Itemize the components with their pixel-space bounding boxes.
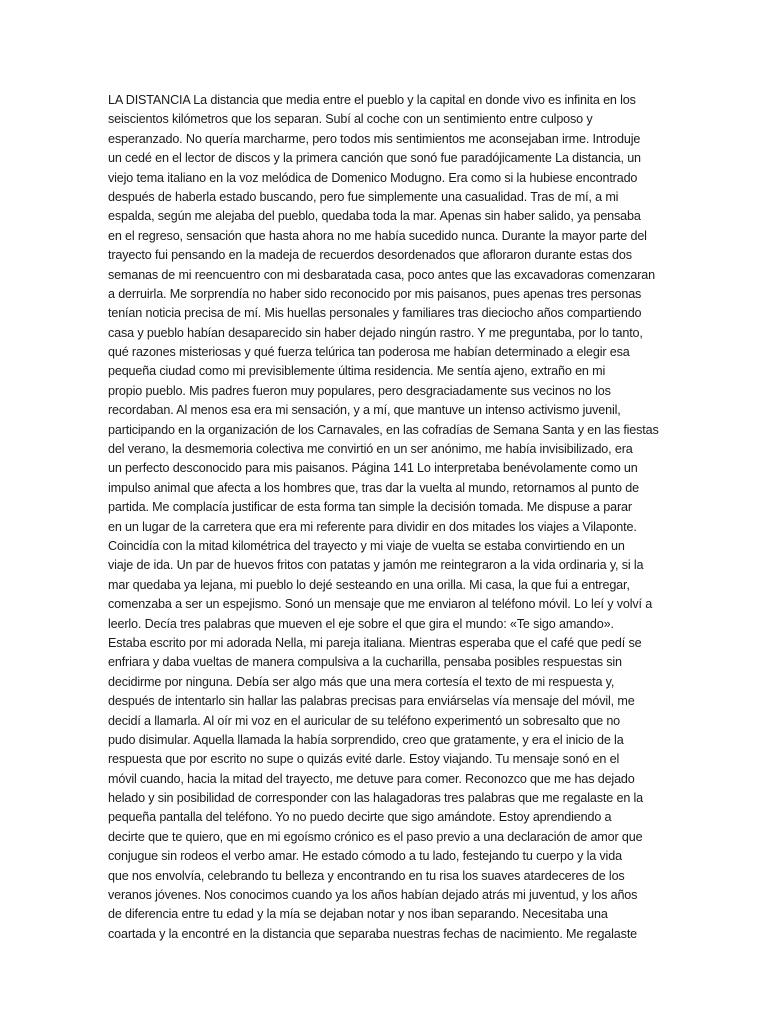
text-line: que nos envolvía, celebrando tu belleza y encontrando en tu risa los suaves atardeceres de los <box>108 868 625 883</box>
body-text <box>108 91 668 944</box>
text-line: recordaban. Al menos esa era mi sensación, y a mí, que mantuve un intenso activismo juvenil, <box>108 403 621 418</box>
text-line: después de haberla estado buscando, pero fue simplemente una casualidad. Tras de mí, a mi <box>108 189 619 204</box>
text-line: decirte que te quiero, que en mi egoísmo crónico es el paso previo a una declaración de amor que <box>108 829 643 844</box>
text-line: seiscientos kilómetros que los separan. Subí al coche con un sentimiento entre culposo y <box>108 112 593 127</box>
text-line: decidirme por ninguna. Debía ser algo más que una mera cortesía el texto de mi respuesta y, <box>108 674 615 689</box>
text-line: respuesta que por escrito no supe o quizás evité darle. Estoy viajando. Tu mensaje sonó en el <box>108 752 620 767</box>
text-line: partida. Me complacía justificar de esta forma tan simple la decisión tomada. Me dispuse a parar <box>108 500 632 515</box>
text-line: pequeña ciudad como mi previsiblemente última residencia. Me sentía ajeno, extraño en mi <box>108 364 606 379</box>
text-line: pequeña pantalla del teléfono. Yo no puedo decirte que sigo amándote. Estoy aprendiendo a <box>108 810 612 825</box>
text-line: decidí a llamarla. Al oír mi voz en el auricular de su teléfono experimentó un sobresalto que no <box>108 713 621 728</box>
text-line: conjugue sin rodeos el verbo amar. He estado cómodo a tu lado, festejando tu cuerpo y la vida <box>108 849 622 864</box>
text-line: viaje de ida. Un par de huevos fritos con patatas y jamón me reintegraron a la vida ordinaria y, si la <box>108 558 644 573</box>
text-line: LA DISTANCIA La distancia que media entre el pueblo y la capital en donde vivo es infinita en los <box>108 93 636 107</box>
text-line: coartada y la encontré en la distancia que separaba nuestras fechas de nacimiento. Me regalaste <box>108 926 638 941</box>
text-line: un perfecto desconocido para mis paisanos. Página 141 Lo interpretaba benévolamente como un <box>108 461 638 476</box>
text-line: veranos jóvenes. Nos conocimos cuando ya los años habían dejado atrás mi juventud, y los años <box>108 888 638 903</box>
text-line: pudo disimular. Aquella llamada la había sorprendido, creo que gratamente, y era el inicio de la <box>108 732 624 747</box>
text-line: en el regreso, sensación que hasta ahora no me había sucedido nunca. Durante la mayor parte del <box>108 228 647 243</box>
text-line: Estaba escrito por mi adorada Nella, mi pareja italiana. Mientras esperaba que el café que pedí se <box>108 635 642 650</box>
text-line: casa y pueblo habían desaparecido sin haber dejado ningún rastro. Y me preguntaba, por lo tanto, <box>108 325 643 340</box>
text-line: enfriara y daba vueltas de manera compulsiva a la cucharilla, pensaba posibles respuestas sin <box>108 655 622 670</box>
text-line: esperanzado. No quería marcharme, pero todos mis sentimientos me aconsejaban irme. Introduje <box>108 131 641 146</box>
text-line: helado y sin posibilidad de corresponder con las halagadoras tres palabras que me regalaste en la <box>108 791 644 806</box>
text-line: mar quedaba ya lejana, mi pueblo lo dejé sesteando en una orilla. Mi casa, la que fui a entregar, <box>108 577 630 592</box>
text-line: espalda, según me alejaba del pueblo, quedaba toda la mar. Apenas sin haber salido, ya pensaba <box>108 209 641 224</box>
text-line: qué razones misteriosas y qué fuerza telúrica tan poderosa me habían determinado a elegir esa <box>108 345 630 360</box>
text-line: impulso animal que afecta a los hombres que, tras dar la vuelta al mundo, retornamos al punto de <box>108 480 639 495</box>
text-line: en un lugar de la carretera que era mi referente para dividir en dos mitades los viajes a Vilaponte. <box>108 519 637 534</box>
text-line: a derruirla. Me sorprendía no haber sido reconocido por mis paisanos, pues apenas tres personas <box>108 286 642 301</box>
text-line: después de intentarlo sin hallar las palabras precisas para enviárselas vía mensaje del móvil, me <box>108 694 635 709</box>
text-line: leerlo. Decía tres palabras que mueven el eje sobre el que gira el mundo: «Te sigo amando». <box>108 616 614 631</box>
text-line: comenzaba a ser un espejismo. Sonó un mensaje que me enviaron al teléfono móvil. Lo leí y volví a <box>108 597 653 612</box>
text-line: viejo tema italiano en la voz melódica de Domenico Modugno. Era como si la hubiese encontrado <box>108 170 638 185</box>
text-line: Coincidía con la mitad kilométrica del trayecto y mi viaje de vuelta se estaba convirtiendo en un <box>108 538 625 553</box>
text-line: participando en la organización de los Carnavales, en las cofradías de Semana Santa y en las fiestas <box>108 422 659 437</box>
text-line: trayecto fui pensando en la madeja de recuerdos desordenados que afloraron durante estas dos <box>108 248 632 263</box>
text-line: del verano, la desmemoria colectiva me convirtió en un ser anónimo, me había invisibilizado, era <box>108 442 633 457</box>
text-line: propio pueblo. Mis padres fueron muy populares, pero desgraciadamente sus vecinos no los <box>108 383 611 398</box>
text-line: tenían noticia precisa de mí. Mis huellas personales y familiares tras dieciocho años compartiendo <box>108 306 642 321</box>
text-line: semanas de mi reencuentro con mi desbaratada casa, poco antes que las excavadoras comenzaran <box>108 267 655 282</box>
text-line: un cedé en el lector de discos y la primera canción que sonó fue paradójicamente La distancia, un <box>108 151 641 166</box>
text-line: de diferencia entre tu edad y la mía se dejaban notar y nos iban separando. Necesitaba una <box>108 907 608 922</box>
text-line: móvil cuando, hacia la mitad del trayecto, me detuve para comer. Reconozco que me has dejado <box>108 771 635 786</box>
